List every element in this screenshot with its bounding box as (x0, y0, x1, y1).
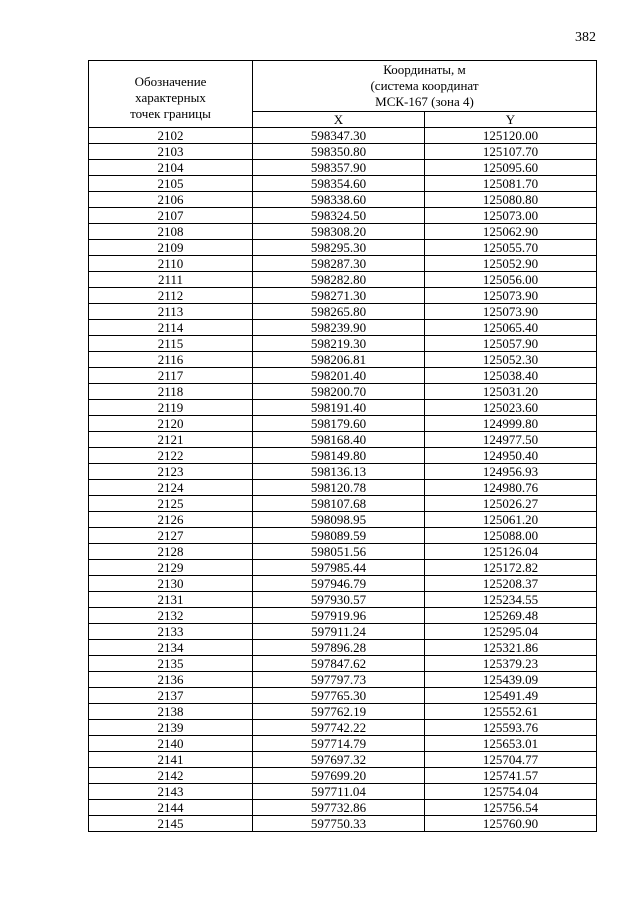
table-row (89, 368, 597, 384)
x-cell: 597711.04 (253, 784, 425, 800)
y-cell: 125026.27 (425, 496, 597, 512)
y-cell: 125321.86 (425, 640, 597, 656)
table-row (89, 512, 597, 528)
x-cell: 598200.70 (253, 384, 425, 400)
point-cell: 2143 (89, 784, 253, 800)
y-cell: 125073.90 (425, 304, 597, 320)
table-row (89, 384, 597, 400)
x-cell: 597946.79 (253, 576, 425, 592)
y-cell: 125593.76 (425, 720, 597, 736)
x-cell: 598206.81 (253, 352, 425, 368)
x-cell: 598191.40 (253, 400, 425, 416)
point-cell: 2144 (89, 800, 253, 816)
table-row (89, 784, 597, 800)
point-cell: 2124 (89, 480, 253, 496)
point-cell: 2115 (89, 336, 253, 352)
point-cell: 2119 (89, 400, 253, 416)
table-row (89, 288, 597, 304)
x-cell: 598136.13 (253, 464, 425, 480)
header-point-line-2: характерных (135, 90, 206, 105)
y-cell: 124977.50 (425, 432, 597, 448)
header-point-line-1: Обозначение (134, 74, 207, 89)
point-cell: 2132 (89, 608, 253, 624)
x-cell: 597732.86 (253, 800, 425, 816)
table-row (89, 480, 597, 496)
header-point-designation (89, 61, 253, 128)
y-cell: 125052.90 (425, 256, 597, 272)
point-cell: 2123 (89, 464, 253, 480)
table-row (89, 432, 597, 448)
table-row (89, 624, 597, 640)
y-cell: 125295.04 (425, 624, 597, 640)
point-cell: 2112 (89, 288, 253, 304)
y-cell: 125754.04 (425, 784, 597, 800)
y-cell: 125552.61 (425, 704, 597, 720)
table-row (89, 752, 597, 768)
x-cell: 597911.24 (253, 624, 425, 640)
y-cell: 125052.30 (425, 352, 597, 368)
x-cell: 598338.60 (253, 192, 425, 208)
y-cell: 125080.80 (425, 192, 597, 208)
x-cell: 598120.78 (253, 480, 425, 496)
x-cell: 597797.73 (253, 672, 425, 688)
point-cell: 2114 (89, 320, 253, 336)
table-row (89, 768, 597, 784)
y-cell: 125031.20 (425, 384, 597, 400)
y-cell: 125208.37 (425, 576, 597, 592)
y-cell: 125756.54 (425, 800, 597, 816)
point-cell: 2145 (89, 816, 253, 832)
y-cell: 125379.23 (425, 656, 597, 672)
table-row (89, 800, 597, 816)
y-cell: 125439.09 (425, 672, 597, 688)
y-cell: 125760.90 (425, 816, 597, 832)
table-row (89, 400, 597, 416)
point-cell: 2128 (89, 544, 253, 560)
table-row (89, 688, 597, 704)
point-cell: 2117 (89, 368, 253, 384)
y-cell: 124980.76 (425, 480, 597, 496)
table-row (89, 192, 597, 208)
point-cell: 2130 (89, 576, 253, 592)
table-row (89, 640, 597, 656)
x-cell: 597930.57 (253, 592, 425, 608)
y-cell: 125081.70 (425, 176, 597, 192)
point-cell: 2106 (89, 192, 253, 208)
x-cell: 597919.96 (253, 608, 425, 624)
x-cell: 598098.95 (253, 512, 425, 528)
point-cell: 2126 (89, 512, 253, 528)
y-cell: 125038.40 (425, 368, 597, 384)
x-cell: 598179.60 (253, 416, 425, 432)
point-cell: 2139 (89, 720, 253, 736)
y-cell: 125057.90 (425, 336, 597, 352)
point-cell: 2108 (89, 224, 253, 240)
table-row (89, 208, 597, 224)
y-cell: 124956.93 (425, 464, 597, 480)
table-row (89, 176, 597, 192)
point-cell: 2133 (89, 624, 253, 640)
table-row (89, 256, 597, 272)
point-cell: 2110 (89, 256, 253, 272)
y-cell: 125056.00 (425, 272, 597, 288)
table-body (89, 128, 597, 832)
x-cell: 598149.80 (253, 448, 425, 464)
header-y: Y (425, 111, 597, 128)
table-row (89, 544, 597, 560)
x-cell: 598308.20 (253, 224, 425, 240)
x-cell: 598295.30 (253, 240, 425, 256)
table-row (89, 736, 597, 752)
x-cell: 597742.22 (253, 720, 425, 736)
y-cell: 125234.55 (425, 592, 597, 608)
y-cell: 125023.60 (425, 400, 597, 416)
header-coords-line-3: МСК-167 (зона 4) (375, 93, 474, 109)
y-cell: 125088.00 (425, 528, 597, 544)
x-cell: 597765.30 (253, 688, 425, 704)
x-cell: 598271.30 (253, 288, 425, 304)
table-row (89, 496, 597, 512)
table-row (89, 464, 597, 480)
x-cell: 598219.30 (253, 336, 425, 352)
y-cell: 125107.70 (425, 144, 597, 160)
page-number: 382 (575, 30, 596, 45)
y-cell: 125073.90 (425, 288, 597, 304)
point-cell: 2111 (89, 272, 253, 288)
x-cell: 598265.80 (253, 304, 425, 320)
y-cell: 125120.00 (425, 128, 597, 144)
table-row (89, 240, 597, 256)
point-cell: 2107 (89, 208, 253, 224)
x-cell: 598347.30 (253, 128, 425, 144)
point-cell: 2109 (89, 240, 253, 256)
table-row (89, 128, 597, 144)
point-cell: 2142 (89, 768, 253, 784)
point-cell: 2103 (89, 144, 253, 160)
table-row (89, 720, 597, 736)
x-cell: 598350.80 (253, 144, 425, 160)
point-cell: 2137 (89, 688, 253, 704)
x-cell: 598357.90 (253, 160, 425, 176)
x-cell: 597699.20 (253, 768, 425, 784)
x-cell: 598201.40 (253, 368, 425, 384)
table-row (89, 672, 597, 688)
y-cell: 125741.57 (425, 768, 597, 784)
y-cell: 125065.40 (425, 320, 597, 336)
x-cell: 597985.44 (253, 560, 425, 576)
table-row (89, 528, 597, 544)
table-row (89, 656, 597, 672)
point-cell: 2118 (89, 384, 253, 400)
y-cell: 125073.00 (425, 208, 597, 224)
table-row (89, 704, 597, 720)
x-cell: 597847.62 (253, 656, 425, 672)
table-row (89, 576, 597, 592)
point-cell: 2141 (89, 752, 253, 768)
header-point-line-3: точек границы (130, 106, 211, 121)
x-cell: 598354.60 (253, 176, 425, 192)
point-cell: 2105 (89, 176, 253, 192)
point-cell: 2102 (89, 128, 253, 144)
x-cell: 597762.19 (253, 704, 425, 720)
y-cell: 125269.48 (425, 608, 597, 624)
x-cell: 597714.79 (253, 736, 425, 752)
point-cell: 2135 (89, 656, 253, 672)
x-cell: 598168.40 (253, 432, 425, 448)
y-cell: 124999.80 (425, 416, 597, 432)
table-row (89, 304, 597, 320)
point-cell: 2104 (89, 160, 253, 176)
point-cell: 2125 (89, 496, 253, 512)
point-cell: 2121 (89, 432, 253, 448)
y-cell: 125061.20 (425, 512, 597, 528)
header-coordinates (253, 61, 597, 112)
y-cell: 124950.40 (425, 448, 597, 464)
y-cell: 125126.04 (425, 544, 597, 560)
table-row (89, 224, 597, 240)
y-cell: 125172.82 (425, 560, 597, 576)
table-row (89, 352, 597, 368)
x-cell: 597750.33 (253, 816, 425, 832)
table-header (89, 61, 597, 128)
table-row (89, 592, 597, 608)
point-cell: 2136 (89, 672, 253, 688)
header-coords-line-2: (система координат (370, 77, 479, 93)
point-cell: 2127 (89, 528, 253, 544)
table-row (89, 608, 597, 624)
table-row (89, 320, 597, 336)
header-coords-line-1: Координаты, м (383, 61, 466, 77)
point-cell: 2120 (89, 416, 253, 432)
table-row (89, 816, 597, 832)
coordinates-table (88, 60, 597, 832)
header-x: X (253, 111, 425, 128)
y-cell: 125055.70 (425, 240, 597, 256)
point-cell: 2140 (89, 736, 253, 752)
header-row (89, 61, 597, 112)
y-cell: 125704.77 (425, 752, 597, 768)
x-cell: 598324.50 (253, 208, 425, 224)
x-cell: 598239.90 (253, 320, 425, 336)
y-cell: 125095.60 (425, 160, 597, 176)
x-cell: 598287.30 (253, 256, 425, 272)
point-cell: 2138 (89, 704, 253, 720)
table-row (89, 160, 597, 176)
table-row (89, 416, 597, 432)
point-cell: 2113 (89, 304, 253, 320)
table-row (89, 560, 597, 576)
x-cell: 598282.80 (253, 272, 425, 288)
y-cell: 125062.90 (425, 224, 597, 240)
point-cell: 2129 (89, 560, 253, 576)
y-cell: 125491.49 (425, 688, 597, 704)
point-cell: 2116 (89, 352, 253, 368)
table-row (89, 144, 597, 160)
point-cell: 2134 (89, 640, 253, 656)
table-row (89, 448, 597, 464)
x-cell: 597896.28 (253, 640, 425, 656)
x-cell: 598107.68 (253, 496, 425, 512)
table-row (89, 336, 597, 352)
point-cell: 2122 (89, 448, 253, 464)
y-cell: 125653.01 (425, 736, 597, 752)
x-cell: 597697.32 (253, 752, 425, 768)
table-row (89, 272, 597, 288)
x-cell: 598089.59 (253, 528, 425, 544)
x-cell: 598051.56 (253, 544, 425, 560)
point-cell: 2131 (89, 592, 253, 608)
